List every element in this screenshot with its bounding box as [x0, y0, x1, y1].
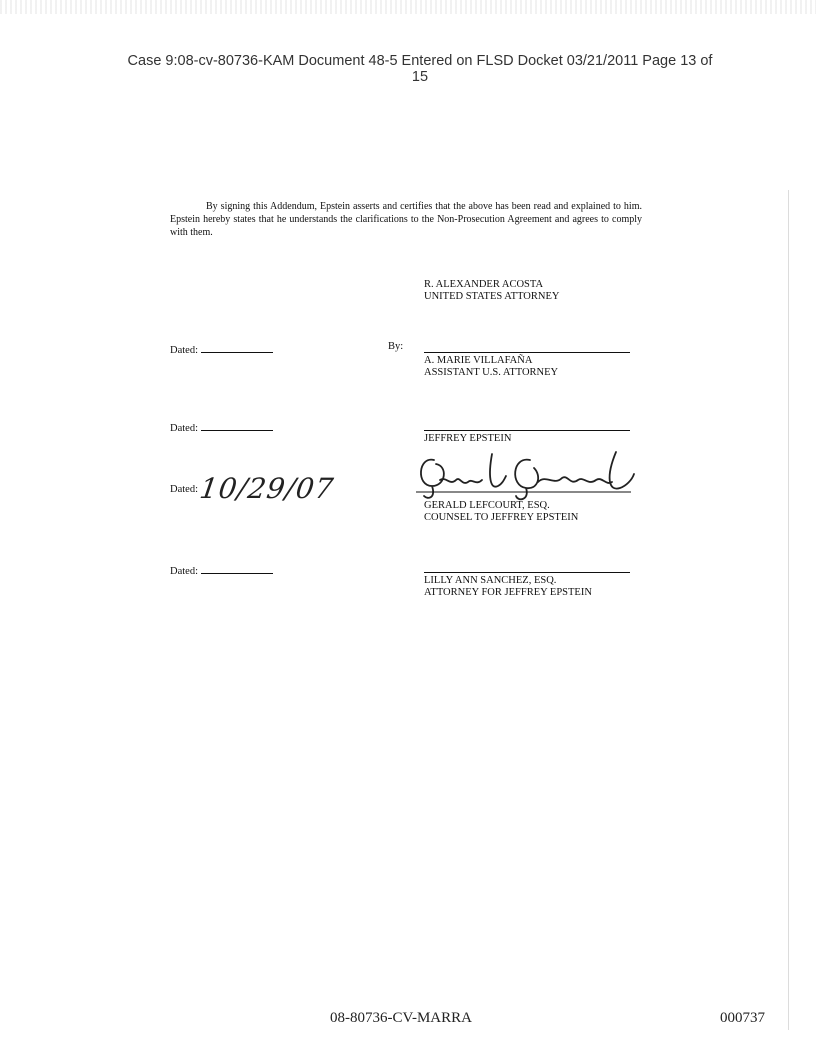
sanchez-name: LILLY ANN SANCHEZ, ESQ. [424, 575, 557, 586]
by-label: By: [388, 341, 404, 352]
signature-line-ausa [424, 352, 630, 353]
us-attorney-block [424, 279, 559, 303]
sanchez-title: ATTORNEY FOR JEFFREY EPSTEIN [424, 587, 592, 598]
dated-field-3 [170, 484, 198, 495]
ausa-name: A. MARIE VILLAFAÑA [424, 355, 533, 366]
lefcourt-signature [406, 446, 646, 506]
docket-header [60, 53, 780, 85]
lefcourt-name: GERALD LEFCOURT, ESQ. [424, 500, 550, 511]
dated-field-4 [170, 564, 273, 577]
dated-label: Dated: [170, 566, 198, 577]
dated-blank-line [201, 421, 273, 431]
us-attorney-name: R. ALEXANDER ACOSTA [424, 279, 544, 290]
footer-bates-number: 000737 [720, 1010, 765, 1026]
us-attorney-title: UNITED STATES ATTORNEY [424, 291, 560, 302]
dated-blank-line [201, 564, 273, 574]
signature-line-sanchez [424, 572, 630, 573]
ausa-block [424, 355, 558, 379]
dated-blank-line [201, 343, 273, 353]
handwritten-date: 10/29/07 [197, 472, 337, 505]
certification-paragraph: By signing this Addendum, Epstein asserts and certifies that the above has been read and explained to him. Epstein hereby states that he understands the clarifications to the Non-Prosecution Agreement and agrees to comply with them. [170, 201, 642, 238]
dated-field-2 [170, 421, 273, 434]
scan-edge-right [788, 190, 789, 1030]
dated-label: Dated: [170, 484, 198, 495]
sanchez-block [424, 575, 592, 599]
docket-header-line1: Case 9:08-cv-80736-KAM Document 48-5 Entered on FLSD Docket 03/21/2011 Page 13 of [127, 53, 713, 69]
dated-label: Dated: [170, 423, 198, 434]
lefcourt-title: COUNSEL TO JEFFREY EPSTEIN [424, 512, 579, 523]
dated-label: Dated: [170, 345, 198, 356]
footer-case-number: 08-80736-CV-MARRA [330, 1010, 472, 1026]
epstein-name: JEFFREY EPSTEIN [424, 433, 512, 444]
signature-line-epstein [424, 430, 630, 431]
epstein-block [424, 433, 511, 445]
scan-edge-top [0, 0, 816, 14]
dated-field-1 [170, 343, 273, 356]
docket-header-line2: 15 [411, 69, 429, 85]
ausa-title: ASSISTANT U.S. ATTORNEY [424, 367, 559, 378]
lefcourt-block [424, 500, 578, 524]
